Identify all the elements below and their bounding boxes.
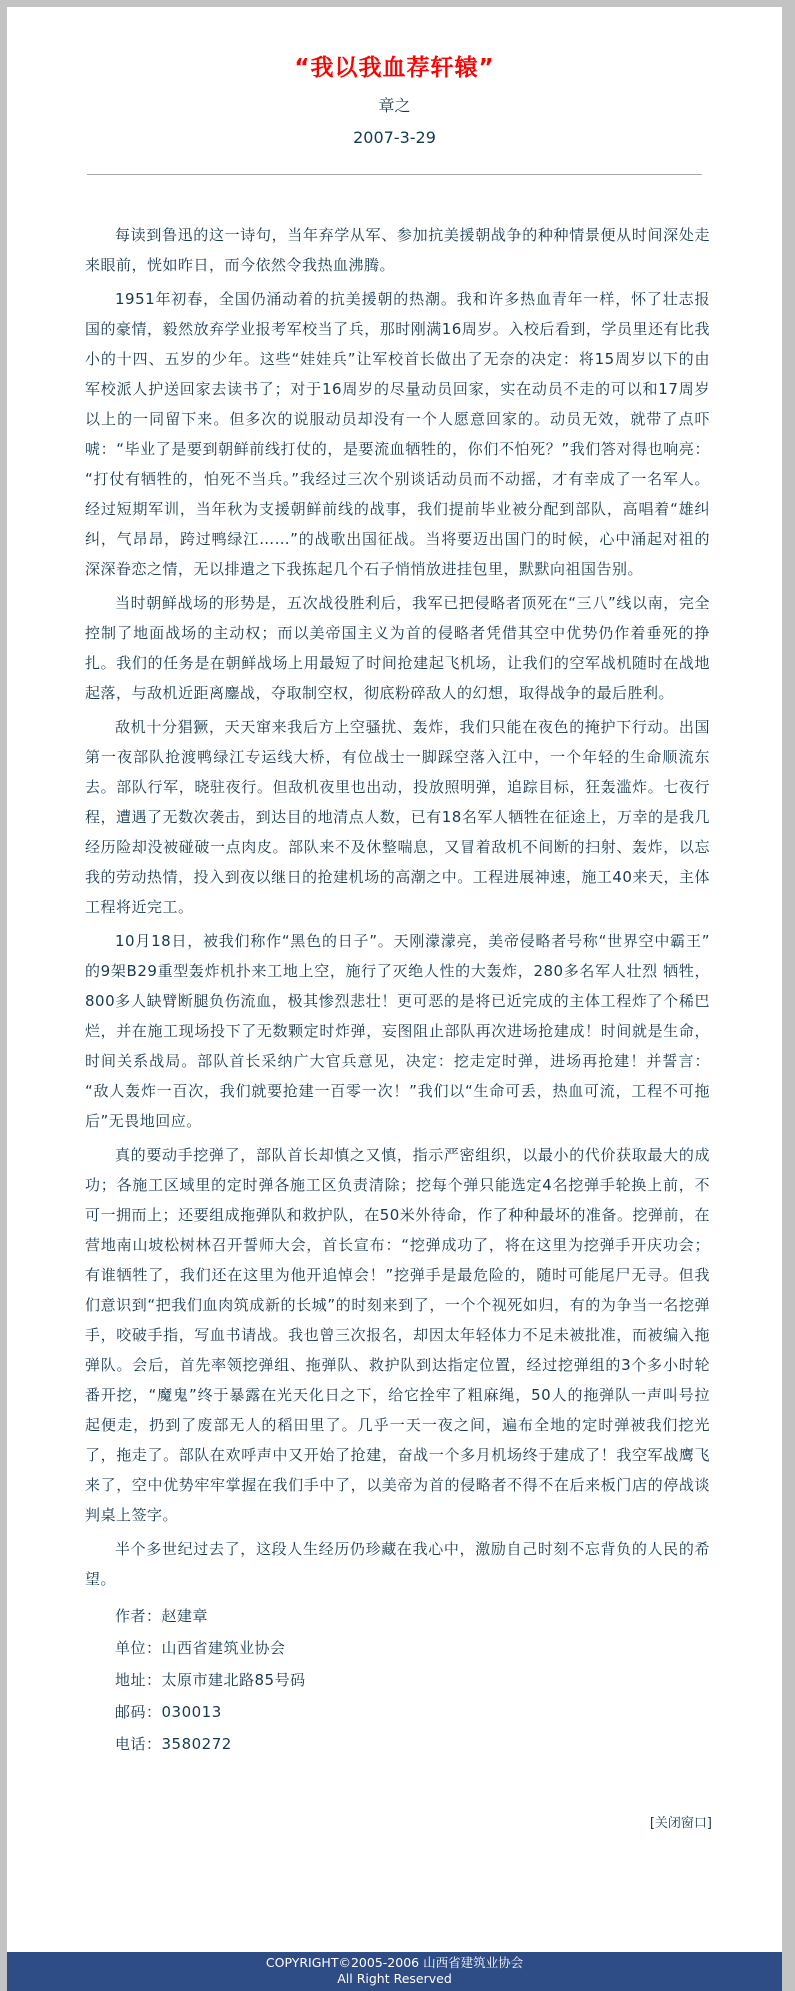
page-title: “我以我血荐轩辕”: [294, 55, 495, 81]
contact-line-phone: 电话：3580272: [115, 1735, 232, 1753]
close-window-link[interactable]: [关闭窗口]: [649, 1816, 712, 1831]
contact-line-author: 作者：赵建章: [115, 1607, 209, 1625]
article-paragraph: 当时朝鲜战场的形势是，五次战役胜利后，我军已把侵略者顶死在“三八”线以南，完全控制了地面战场的主动权；而以美帝国主义为首的侵略者凭借其空中优势仍作着垂死的挣扎。我们的任务是在朝鲜战场上用最短了时间抢建起飞机场，让我们的空军战机随时在战地起落，与敌机近距离鏖战，夺取制空权，彻底粉碎敌人的幻想，取得战争的最后胜利。: [85, 594, 710, 702]
article-paragraph: 10月18日，被我们称作“黑色的日子”。天刚濛濛亮，美帝侵略者号称“世界空中霸王”的9架B29重型轰炸机扑来工地上空，施行了灭绝人性的大轰炸，280多名军人壮烈 牺牲，800多人缺臂断腿负伤流血，极其惨烈悲壮！更可恶的是将已近完成的主体工程炸了个稀巴烂，并在施工现场投下了无数颗定时炸弹，妄图阻止部队再次进场抢建成！时间就是生命，时间关系战局。部队首长采纳广大官兵意见，决定：挖走定时弹，进场再抢建！并誓言：“敌人轰炸一百次，我们就要抢建一百零一次！”我们以“生命可丢，热血可流，工程不可拖后”无畏地回应。: [85, 932, 710, 1130]
article-header: [7, 7, 782, 175]
article-paragraph: 1951年初春，全国仍涌动着的抗美援朝的热潮。我和许多热血青年一样，怀了壮志报国的豪情，毅然放弃学业报考军校当了兵，那时刚满16周岁。入校后看到，学员里还有比我小的十四、五岁的少年。这些“娃娃兵”让军校首长做出了无奈的决定：将15周岁以下的由军校派人护送回家去读书了；对于16周岁的尽量动员回家，实在动员不走的可以和17周岁以上的一同留下来。但多次的说服动员却没有一个人愿意回家的。动员无效，就带了点吓唬：“毕业了是要到朝鲜前线打仗的，是要流血牺牲的，你们不怕死？”我们答对得也响亮：“打仗有牺牲的，怕死不当兵。”我经过三次个别谈话动员而不动摇，才有幸成了一名军人。经过短期军训，当年秋为支援朝鲜前线的战事，我们提前毕业被分配到部队，高唱着“雄纠纠，气昂昂，跨过鸭绿江……”的战歌出国征战。当将要迈出国门的时候，心中涌起对祖的深深眷恋之情，无以排遣之下我拣起几个石子悄悄放进挂包里，默默向祖国告别。: [85, 290, 710, 578]
footer-bar: [7, 1952, 782, 1991]
article-date: 2007-3-29: [353, 128, 436, 147]
article-paragraph: 真的要动手挖弹了，部队首长却慎之又慎，指示严密组织，以最小的代价获取最大的成功；各施工区域里的定时弹各施工区负责清除；挖每个弹只能选定4名挖弹手轮换上前，不可一拥而上；还要组成拖弹队和救护队，在50米外待命，作了种种最坏的准备。挖弹前，在营地南山坡松树林召开誓师大会，首长宣布：“挖弹成功了，将在这里为挖弹手开庆功会；有谁牺牲了，我们还在这里为他开追悼会！”挖弹手是最危险的，随时可能尾尸无寻。但我们意识到“把我们血肉筑成新的长城”的时刻来到了，一个个视死如归，有的为争当一名挖弹手，咬破手指，写血书请战。我也曾三次报名，却因太年轻体力不足未被批准，而被编入拖弹队。会后，首先率领挖弹组、拖弹队、救护队到达指定位置，经过挖弹组的3个多小时轮番开挖，“魔鬼”终于暴露在光天化日之下，给它拴牢了粗麻绳，50人的拖弹队一声叫号拉起便走，扔到了废部无人的稻田里了。几乎一天一夜之间，遍布全地的定时弹被我们挖光了，拖走了。部队在欢呼声中又开始了抢建，奋战一个多月机场终于建成了！我空军战鹰飞来了，空中优势牢牢掌握在我们手中了，以美帝为首的侵略者不得不在后来板门店的停战谈判桌上签字。: [85, 1146, 710, 1524]
footer-rights: All Right Reserved: [337, 1971, 452, 1986]
page-frame: [7, 7, 782, 1991]
close-window-row: [7, 1812, 782, 1831]
contact-line-postcode: 邮码：030013: [115, 1703, 222, 1721]
contact-line-address: 地址：太原市建北路85号码: [115, 1671, 306, 1689]
article-body: [85, 220, 710, 1594]
article-paragraph: 每读到鲁迅的这一诗句，当年弃学从军、参加抗美援朝战争的种种情景便从时间深处走来眼前，恍如昨日，而今依然令我热血沸腾。: [85, 226, 710, 274]
contact-block: [85, 1600, 710, 1760]
contact-line-organization: 单位：山西省建筑业协会: [115, 1639, 286, 1657]
article-paragraph: 敌机十分猖獗，天天窜来我后方上空骚扰、轰炸，我们只能在夜色的掩护下行动。出国第一夜部队抢渡鸭绿江专运线大桥，有位战士一脚踩空落入江中，一个年轻的生命顺流东去。部队行军，晓驻夜行。但敌机夜里也出动，投放照明弹，追踪目标，狂轰滥炸。七夜行程，遭遇了无数次袭击，到达目的地清点人数，已有18名军人牺牲在征途上，万幸的是我几经历险却没被碰破一点肉皮。部队来不及休整喘息，又冒着敌机不间断的扫射、轰炸，以忘我的劳动热情，投入到夜以继日的抢建机场的高潮之中。工程进展神速，施工40来天，主体工程将近完工。: [85, 718, 710, 916]
article-content: [7, 175, 782, 1760]
footer-copyright: COPYRIGHT©2005-2006 山西省建筑业协会: [265, 1955, 524, 1970]
article-paragraph: 半个多世纪过去了，这段人生经历仍珍藏在我心中，激励自己时刻不忘背负的人民的希望。: [85, 1540, 710, 1588]
article-author: 章之: [378, 96, 411, 115]
